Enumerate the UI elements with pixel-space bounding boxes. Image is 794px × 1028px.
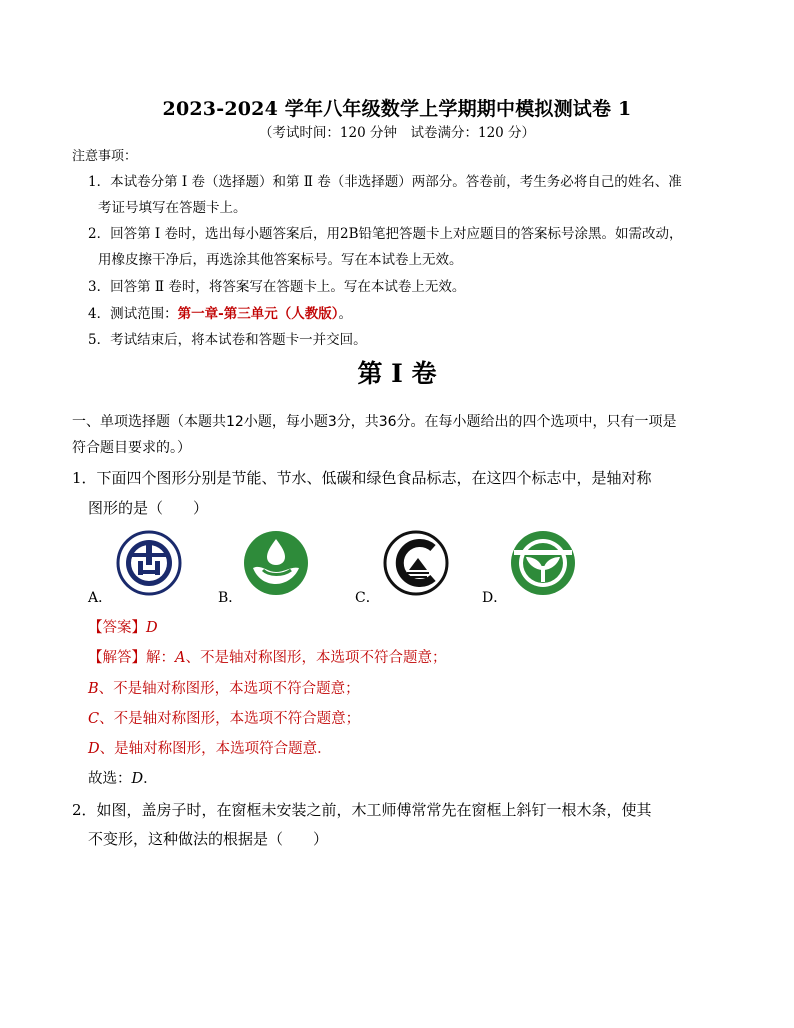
question-2-text: 2．如图，盖房子时，在窗框未安装之前，木工师傅常常先在窗框上斜钉一根木条，使其 — [72, 801, 652, 819]
option-d-label: D． — [482, 590, 508, 606]
analysis-text: 、不是轴对称图形，本选项不符合题意； — [185, 650, 447, 666]
analysis-line — [88, 737, 332, 758]
option-c-label: C． — [355, 590, 380, 606]
analysis-intro: 解： — [146, 650, 175, 666]
note-line: 2．回答第 Ⅰ 卷时，选出每小题答案后，用2B铅笔把答题卡上对应题目的答案标号涂黑。如需改动， — [88, 226, 683, 242]
analysis-text: 、是轴对称图形，本选项符合题意． — [99, 741, 332, 757]
note-line-4 — [88, 302, 352, 322]
option-a-label: A． — [88, 590, 113, 606]
note4-prefix: 4．测试范围： — [88, 306, 178, 322]
conclusion-line — [88, 767, 158, 788]
section-instruction: 符合题目要求的。） — [72, 440, 191, 456]
option-b-label: B． — [218, 590, 243, 606]
notes-heading: 注意事项： — [72, 149, 138, 164]
test-range: 第一章-第三单元（人教版） — [177, 306, 339, 322]
analysis-option: D — [88, 741, 100, 757]
conclusion-prefix: 故选： — [88, 771, 132, 787]
note4-suffix: 。 — [338, 306, 352, 322]
note-line: 考证号填写在答题卡上。 — [98, 200, 247, 216]
section-title: 第 Ⅰ 卷 — [357, 359, 437, 388]
answer-line — [88, 616, 158, 637]
analysis-line — [88, 677, 360, 698]
analysis-text: 、不是轴对称图形，本选项不符合题意； — [99, 711, 361, 727]
exam-subtitle: （考试时间：120 分钟 试卷满分：120 分） — [258, 125, 536, 141]
analysis-text: 、不是轴对称图形，本选项不符合题意； — [98, 681, 360, 697]
answer-value: D — [146, 620, 158, 636]
analysis-line — [88, 707, 360, 728]
question-1-text: 1．下面四个图形分别是节能、节水、低碳和绿色食品标志，在这四个标志中，是轴对称 — [72, 469, 652, 487]
analysis-line — [88, 646, 446, 667]
analysis-option: C — [88, 711, 100, 727]
water-saving-logo — [243, 530, 309, 596]
conclusion-option: D — [131, 771, 144, 787]
answer-tag: 【答案】 — [88, 620, 146, 636]
energy-saving-logo — [116, 530, 182, 596]
analysis-tag: 【解答】 — [88, 650, 146, 666]
note-line-5: 5．考试结束后，将本试卷和答题卡一并交回。 — [88, 332, 367, 348]
analysis-option: B — [88, 681, 99, 697]
note-line: 3．回答第 Ⅱ 卷时，将答案写在答题卡上。写在本试卷上无效。 — [88, 279, 466, 295]
note-line: 1．本试卷分第 Ⅰ 卷（选择题）和第 Ⅱ 卷（非选择题）两部分。答卷前，考生务必将自己的姓名、准 — [88, 174, 682, 190]
section-instruction: 一、单项选择题（本题共12小题，每小题3分，共36分。在每小题给出的四个选项中，只有一项是 — [72, 414, 677, 430]
note-line: 用橡皮擦干净后，再选涂其他答案标号。写在本试卷上无效。 — [98, 252, 463, 268]
conclusion-suffix: ． — [143, 771, 158, 787]
green-food-logo — [510, 530, 576, 596]
low-carbon-logo — [383, 530, 449, 596]
analysis-option: A — [175, 650, 186, 666]
exam-title: 2023-2024 学年八年级数学上学期期中模拟测试卷 1 — [162, 98, 632, 120]
question-2-text: 不变形，这种做法的根据是（ ） — [88, 830, 329, 848]
question-1-text: 图形的是（ ） — [88, 499, 209, 517]
